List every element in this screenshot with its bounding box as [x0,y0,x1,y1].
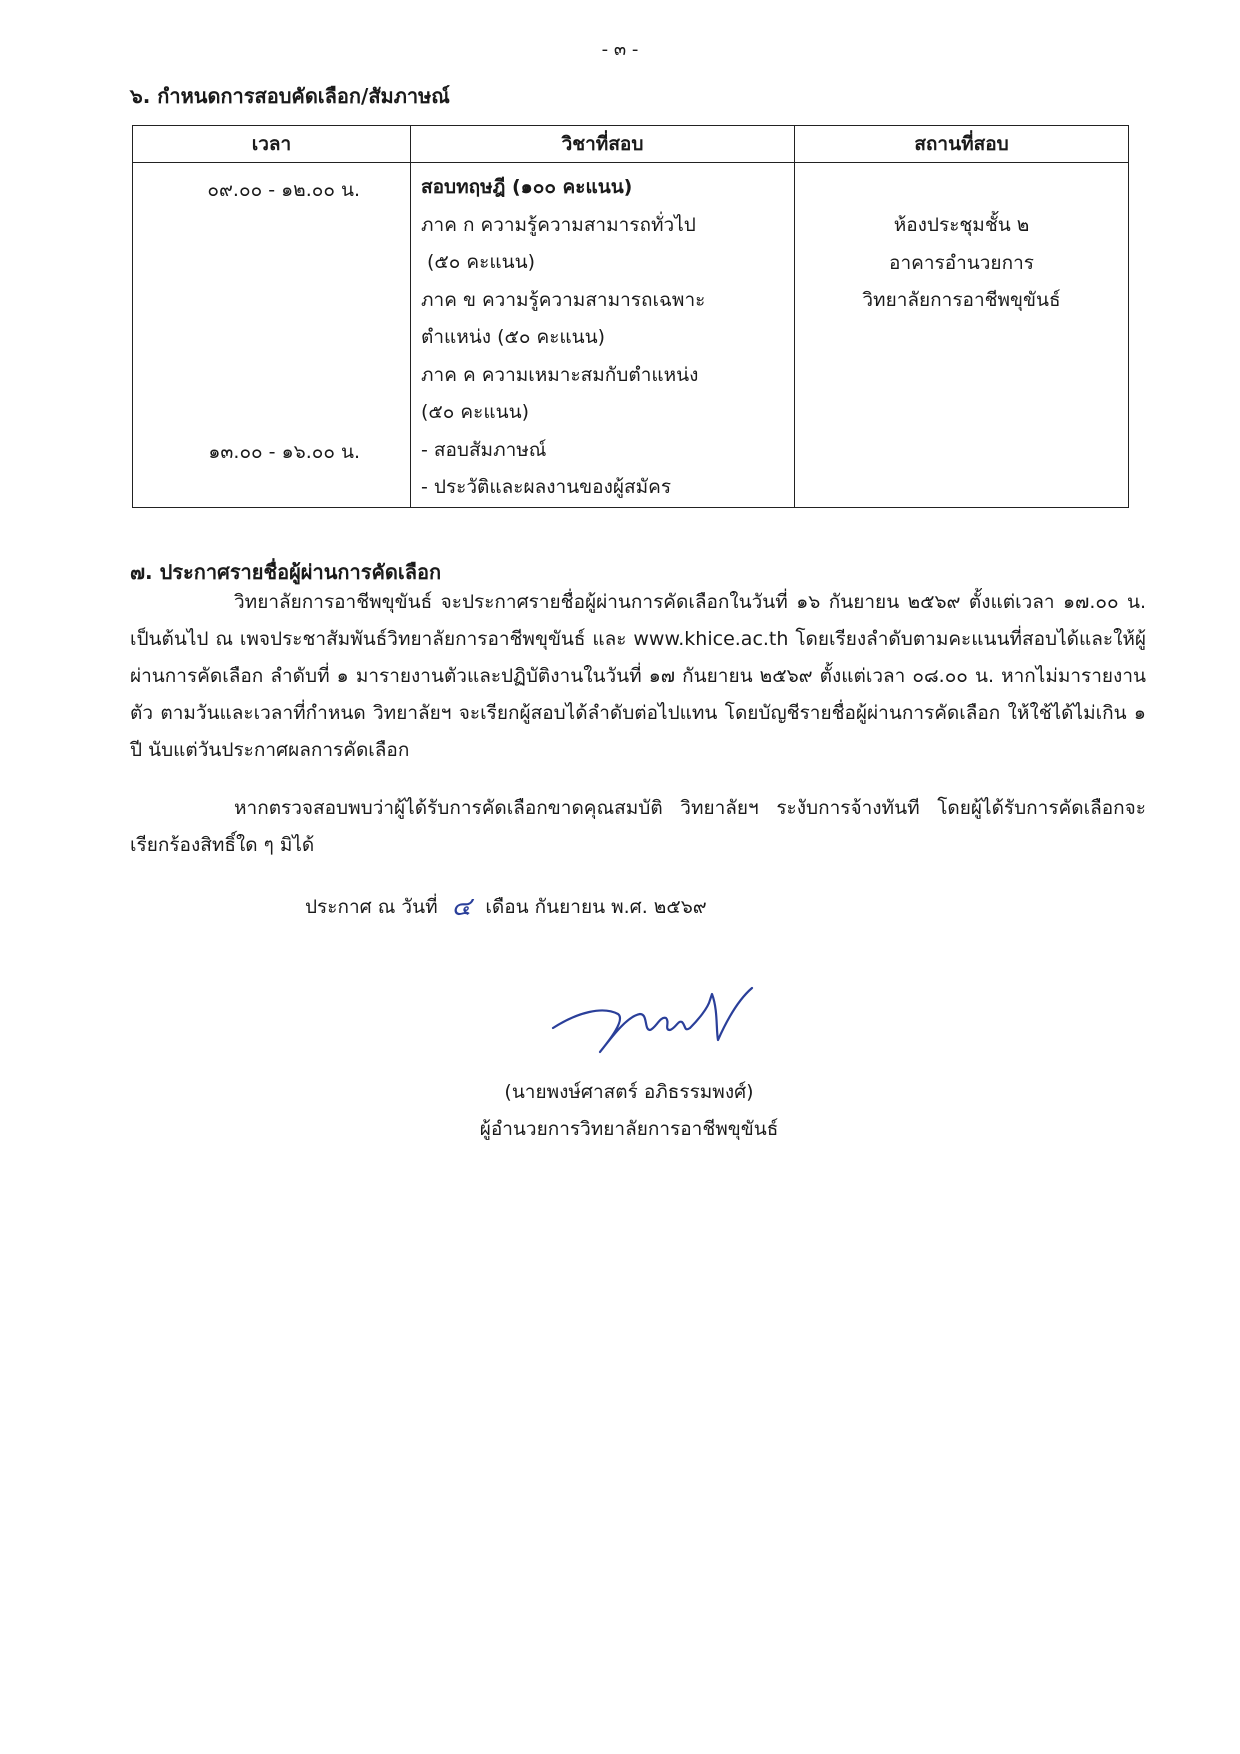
time-afternoon: ๑๓.๐๐ - ๑๖.๐๐ น. [208,441,360,463]
time-cell [133,163,411,508]
place-college: วิทยาลัยการอาชีพขุขันธ์ [862,289,1061,311]
page-number: - ๓ - [601,39,639,60]
subject-part-c-score: (๕๐ คะแนน) [421,401,529,423]
subject-part-b: ภาค ข ความรู้ความสามารถเฉพาะ [421,288,706,311]
announcement-day: ๔ [451,892,472,922]
subject-theory: สอบทฤษฎี (๑๐๐ คะแนน) [421,176,633,198]
announcement-suffix: เดือน กันยายน พ.ศ. ๒๕๖๙ [485,896,707,918]
header-time: เวลา [133,126,411,163]
subject-cell [411,163,795,508]
signatory-title: ผู้อำนวยการวิทยาลัยการอาชีพขุขันธ์ [479,1118,779,1140]
table-row [133,163,1129,508]
subject-part-c: ภาค ค ความเหมาะสมกับตำแหน่ง [421,363,699,386]
subject-interview: - สอบสัมภาษณ์ [421,438,547,461]
table-header-row [133,126,1129,163]
place-building: อาคารอำนวยการ [889,251,1034,274]
subject-part-a: ภาค ก ความรู้ความสามารถทั่วไป [421,213,696,236]
signatory-name: (นายพงษ์ศาสตร์ อภิธรรมพงศ์) [504,1081,754,1103]
subject-portfolio: - ประวัติและผลงานของผู้สมัคร [421,476,672,498]
exam-schedule-table [132,125,1129,508]
announcement-paragraph: วิทยาลัยการอาชีพขุขันธ์ จะประกาศรายชื่อผู้ผ่านการคัดเลือกในวันที่ ๑๖ กันยายน ๒๕๖๙ ตั้งแต่เวลา ๑๗.๐๐ น. เป็นต้นไป ณ เพจประชาสัมพันธ์วิทยาลัยการอาชีพขุขันธ์ และ www.khice.ac.th โดยเรียงลำดับตามคะแนนที่สอบได้และให้ผู้ผ่านการคัดเลือก ลำดับที่ ๑ มารายงานตัวและปฏิบัติงานในวันที่ ๑๗ กันยายน ๒๕๖๙ ตั้งแต่เวลา ๐๘.๐๐ น. หากไม่มารายงานตัว ตามวันและเวลาที่กำหนด วิทยาลัยฯ จะเรียกผู้สอบได้ลำดับต่อไปแทน โดยบัญชีรายชื่อผู้ผ่านการคัดเลือก ให้ใช้ได้ไม่เกิน ๑ ปี นับแต่วันประกาศผลการคัดเลือก [130,591,1146,761]
announcement-prefix: ประกาศ ณ วันที่ [305,896,438,918]
subject-part-b-score: ตำแหน่ง (๕๐ คะแนน) [421,326,606,348]
disqualification-paragraph: หากตรวจสอบพบว่าผู้ได้รับการคัดเลือกขาดคุณสมบัติ วิทยาลัยฯ ระงับการจ้างทันที โดยผู้ได้รับการคัดเลือกจะเรียกร้องสิทธิ์ใด ๆ มิได้ [130,797,1146,856]
time-morning: ๐๙.๐๐ - ๑๒.๐๐ น. [207,179,360,201]
header-place: สถานที่สอบ [795,126,1129,163]
announcement-date-line [305,886,707,927]
signature-image [548,970,758,1070]
section-7-heading: ๗. ประกาศรายชื่อผู้ผ่านการคัดเลือก [130,560,442,584]
header-subject: วิชาที่สอบ [411,126,795,163]
section-6-heading: ๖. กำหนดการสอบคัดเลือก/สัมภาษณ์ [130,84,450,108]
subject-part-a-score: (๕๐ คะแนน) [427,251,535,273]
place-room: ห้องประชุมชั้น ๒ [893,214,1030,236]
place-cell [795,163,1129,508]
